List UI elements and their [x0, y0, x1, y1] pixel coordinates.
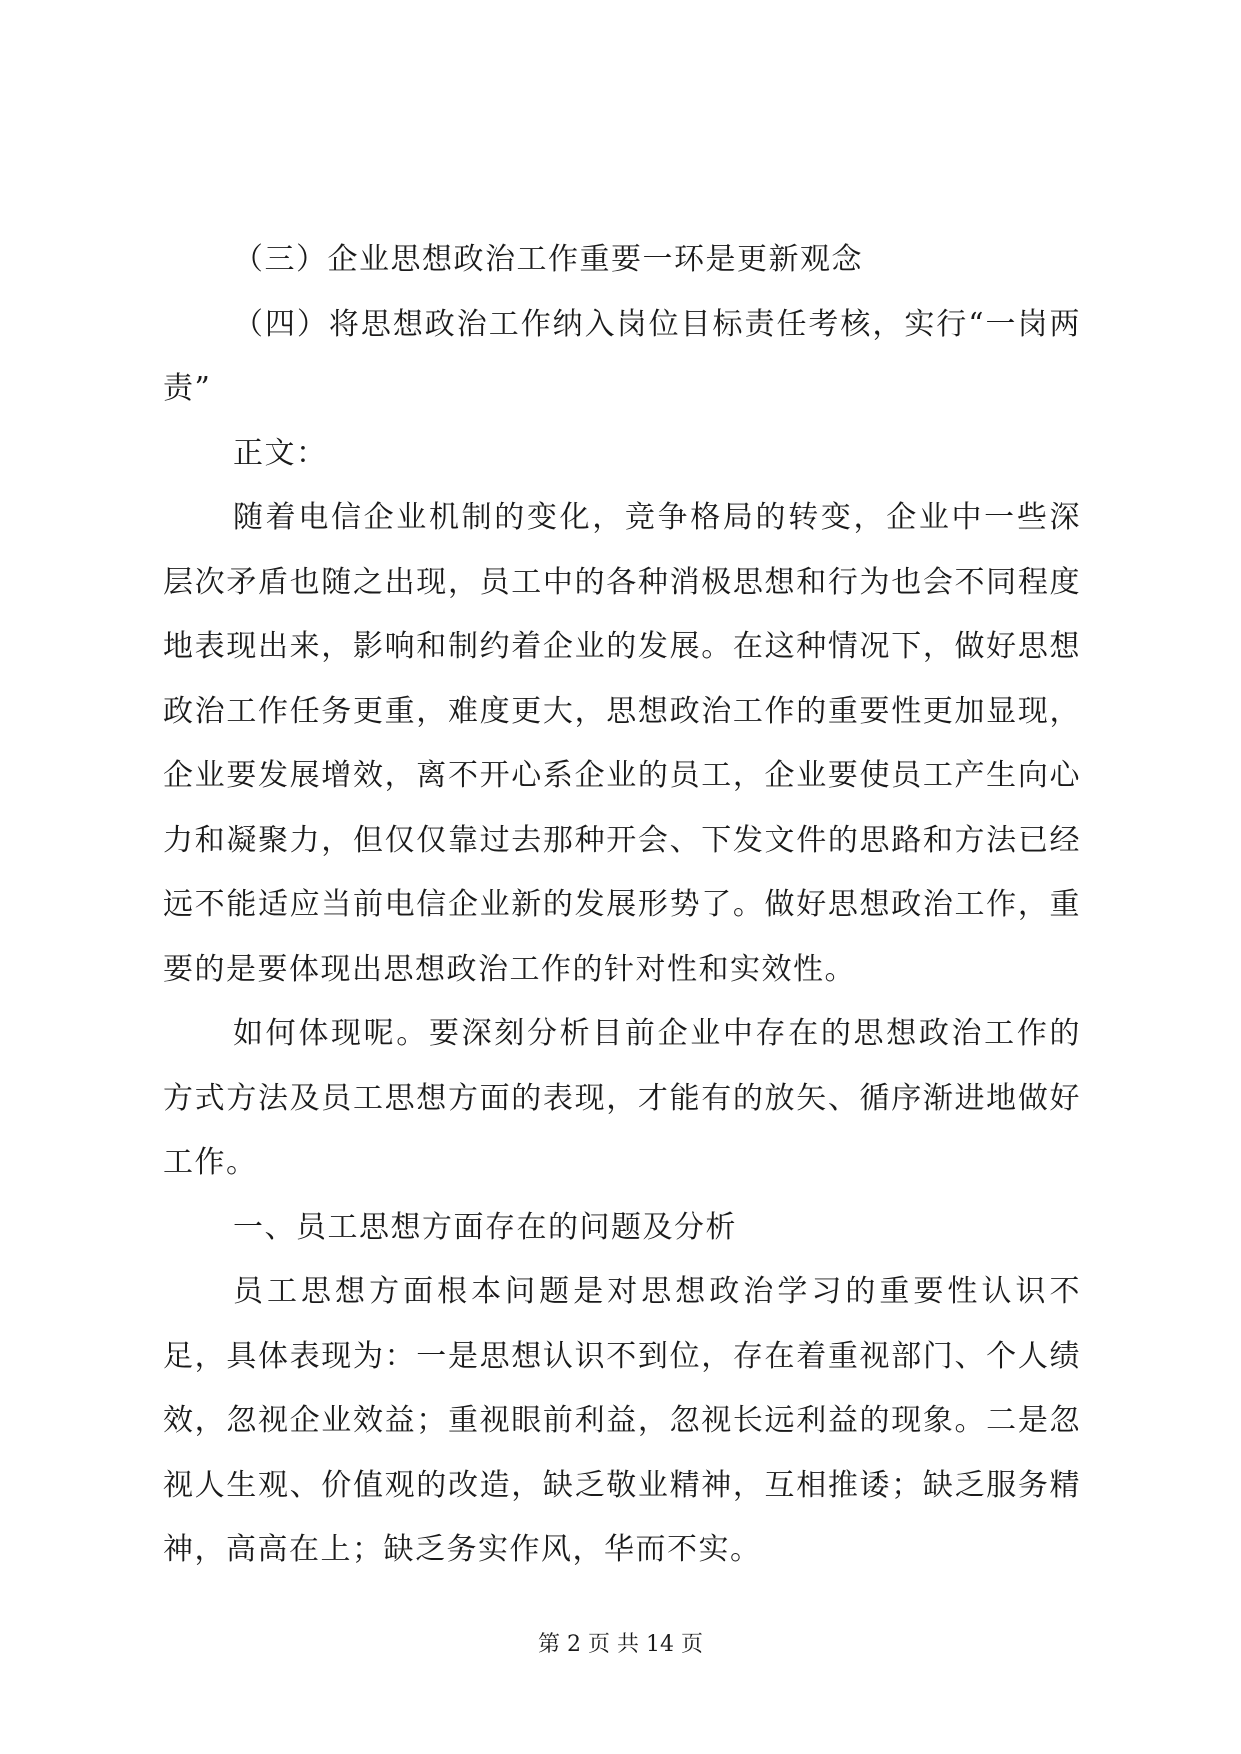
section-heading-1: 一、员工思想方面存在的问题及分析: [233, 1209, 737, 1245]
document-body: [163, 228, 1081, 1583]
heading-four: （四）将思想政治工作纳入岗位目标责任考核，实行“一岗两责”: [163, 306, 1081, 406]
body-paragraph-3: 员工思想方面根本问题是对思想政治学习的重要性认识不足，具体表现为：一是思想认识不到位，存在着重视部门、个人绩效，忽视企业效益；重视眼前利益，忽视长远利益的现象。二是忽视人生观、价值观的改造，缺乏敬业精神，互相推诿；缺乏服务精神，高高在上；缺乏务实作风，华而不实。: [163, 1274, 1081, 1567]
page-footer: 第 2 页 共 14 页: [538, 1632, 703, 1657]
heading-three: （三）企业思想政治工作重要一环是更新观念: [233, 242, 863, 277]
body-paragraph-1: 随着电信企业机制的变化，竞争格局的转变，企业中一些深层次矛盾也随之出现，员工中的各种消极思想和行为也会不同程度地表现出来，影响和制约着企业的发展。在这种情况下，做好思想政治工作任务更重，难度更大，思想政治工作的重要性更加显现，企业要发展增效，离不开心系企业的员工，企业要使员工产生向心力和凝聚力，但仅仅靠过去那种开会、下发文件的思路和方法已经远不能适应当前电信企业新的发展形势了。做好思想政治工作，重要的是要体现出思想政治工作的针对性和实效性。: [163, 500, 1081, 987]
body-label: 正文：: [233, 435, 328, 471]
body-paragraph-2: 如何体现呢。要深刻分析目前企业中存在的思想政治工作的方式方法及员工思想方面的表现，才能有的放矢、循序渐进地做好工作。: [163, 1016, 1081, 1180]
